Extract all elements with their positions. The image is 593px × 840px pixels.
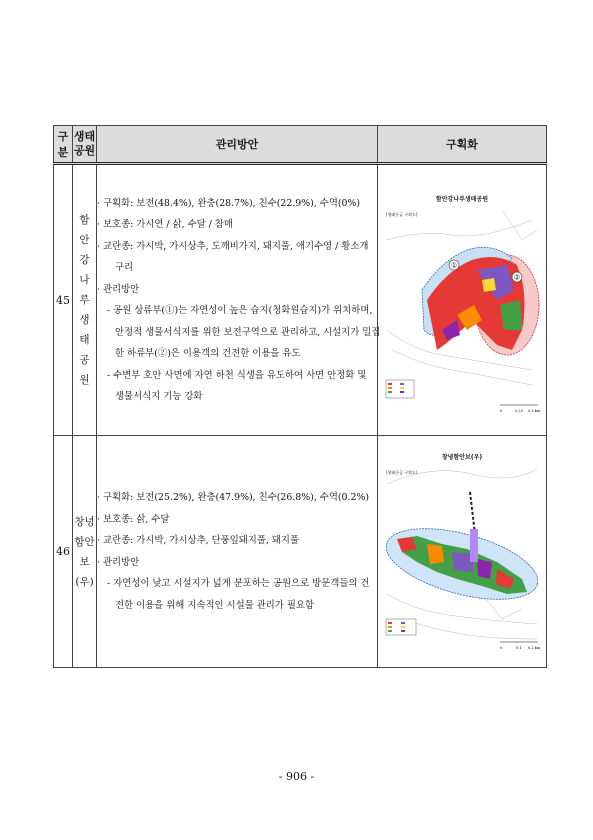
plan-management-heading: · 관리방안 xyxy=(97,283,140,295)
plan-protected-species: · 보호종: 가시연 / 삵, 수달 / 참매 xyxy=(97,219,233,230)
map-scale-2: 0.5 km xyxy=(528,409,541,413)
map-scale-1: 0.25 xyxy=(515,409,523,413)
table-row xyxy=(54,164,547,436)
map-scale-2: 0.2 km xyxy=(528,646,541,650)
row-number: 46 xyxy=(54,436,73,668)
park-management-table xyxy=(53,125,547,668)
header-plan: 관리방안 xyxy=(97,126,378,164)
plan-invasive-species-cont: 구리 xyxy=(115,262,134,273)
plan-management-item: - 자연성이 낮고 시설지가 넓게 분포하는 공원으로 방문객들의 건 xyxy=(107,578,370,589)
header-number: 구분 xyxy=(54,126,73,164)
zoning-map xyxy=(382,444,542,659)
map-scale-0: 0 xyxy=(500,646,503,650)
map-title: 함안강나루생태공원 xyxy=(435,196,489,203)
map-legend-label: [생태등급 구획도] xyxy=(386,470,418,475)
plan-zoning: · 구획화: 보전(25.2%), 완충(47.9%), 친수(26.8%), 수역(0.2%) xyxy=(97,492,370,503)
table-row xyxy=(54,436,547,668)
plan-zoning: · 구획화: 보전(48.4%), 완충(28.7%), 친수(22.9%), 수역(0%) xyxy=(97,197,361,209)
plan-management-item-cont: 한 하류부(②)은 이용객의 건전한 이용을 유도 xyxy=(115,348,301,359)
park-name-text: 함안강 나루 생태 공원 xyxy=(79,214,90,386)
plan-protected-species: · 보호종: 삵, 수달 xyxy=(97,513,170,525)
management-plan xyxy=(97,436,378,668)
page-number: - 906 - xyxy=(278,770,315,783)
plan-management-item: - 수변부 호안 사면에 자연 하천 식생을 유도하여 사면 안정화 및 xyxy=(107,369,367,381)
zoning-map-drawing xyxy=(382,444,542,659)
map-scale-1: 0.1 xyxy=(516,646,522,650)
map-marker-1: ① xyxy=(450,261,458,270)
zoning-map-cell xyxy=(378,164,547,436)
management-plan xyxy=(97,164,381,436)
zoning-map xyxy=(382,180,542,420)
park-name xyxy=(73,436,97,668)
zoning-map-drawing xyxy=(382,180,542,420)
map-title: 창녕함안보(우) xyxy=(441,454,483,461)
row-number: 45 xyxy=(54,164,73,436)
zoning-map-cell xyxy=(378,436,547,668)
plan-invasive-species: · 교란종: 가시박, 가시상추, 단풍잎돼지풀, 돼지풀 xyxy=(97,535,300,546)
plan-management-item-cont: 생물서식지 기능 강화 xyxy=(115,391,203,402)
plan-management-item-cont: 전한 이용을 위해 지속적인 시설물 관리가 필요함 xyxy=(115,599,315,611)
plan-invasive-species: · 교란종: 가시박, 가시상추, 도깨비가지, 돼지풀, 애기수영 / 황소개 xyxy=(97,240,369,252)
map-scale-0: 0 xyxy=(500,409,503,413)
map-marker-2: ② xyxy=(513,273,521,282)
header-park: 생태 공원 xyxy=(73,126,97,164)
park-name xyxy=(73,164,97,436)
plan-management-item-cont: 안정적 생물서식지를 위한 보전구역으로 관리하고, 시설지가 밀집 xyxy=(115,326,381,338)
map-legend-label: [생태등급 구획도] xyxy=(386,212,418,217)
park-name-text: 창녕 함안보 (우) xyxy=(74,515,95,588)
table-header-row xyxy=(54,126,547,164)
plan-management-heading: · 관리방안 xyxy=(97,556,140,568)
plan-management-item: - 공원 상류부(①)는 자연성이 높은 습지(청화원습지)가 위치하며, xyxy=(107,305,373,316)
header-map: 구획화 xyxy=(378,126,547,164)
